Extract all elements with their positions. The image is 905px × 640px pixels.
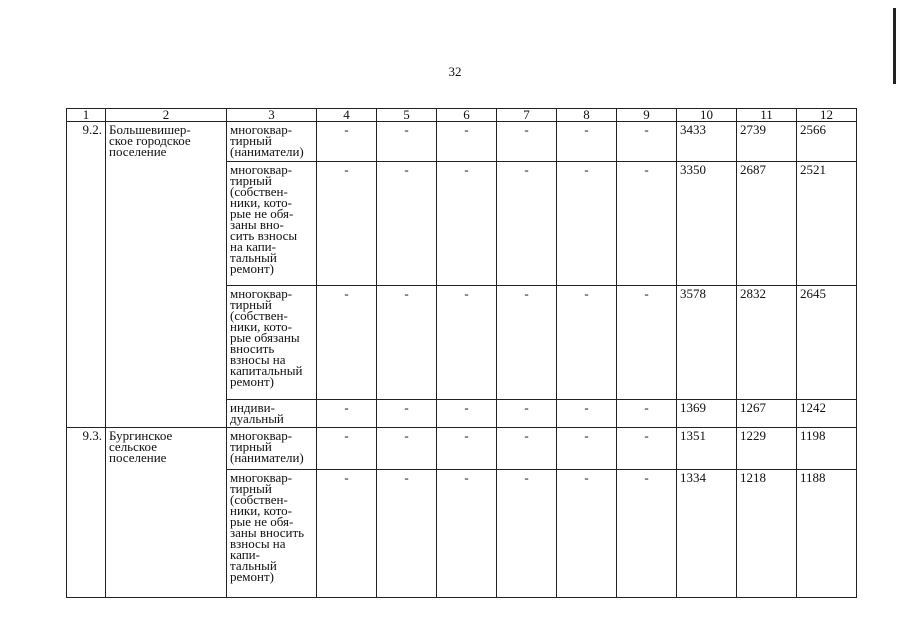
empty-value-cell: - [497,162,557,286]
tariff-table [66,108,857,598]
tariff-value-cell: 2566 [797,122,857,162]
settlement-name: Большевишер- ское городское поселение [106,122,227,428]
table-row [67,122,857,162]
empty-value-cell: - [437,122,497,162]
header-cell: 4 [317,109,377,122]
tariff-value-cell: 1198 [797,428,857,470]
empty-value-cell: - [377,428,437,470]
tariff-value-cell: 3433 [677,122,737,162]
header-row [67,109,857,122]
header-cell: 12 [797,109,857,122]
housing-type: многоквар- тирный (наниматели) [227,428,317,470]
table-body [67,122,857,598]
housing-type: многоквар- тирный (собствен- ники, кото- рые не обя- заны вно- сить взносы на капи- тальный ремонт) [227,162,317,286]
tariff-value-cell: 3578 [677,286,737,400]
header-cell: 8 [557,109,617,122]
tariff-value-cell: 1229 [737,428,797,470]
empty-value-cell: - [317,162,377,286]
empty-value-cell: - [617,162,677,286]
page-number: 32 [448,64,462,79]
empty-value-cell: - [617,122,677,162]
tariff-value-cell: 2832 [737,286,797,400]
empty-value-cell: - [377,470,437,598]
header-cell: 6 [437,109,497,122]
empty-value-cell: - [437,286,497,400]
empty-value-cell: - [377,122,437,162]
empty-value-cell: - [317,470,377,598]
header-cell: 9 [617,109,677,122]
housing-type: многоквар- тирный (собствен- ники, кото- рые обязаны вносить взносы на капитальный ремонт) [227,286,317,400]
tariff-value-cell: 2739 [737,122,797,162]
header-cell: 1 [67,109,106,122]
empty-value-cell: - [317,286,377,400]
tariff-value-cell: 1334 [677,470,737,598]
housing-type: многоквар- тирный (собствен- ники, кото- рые не обя- заны вносить взносы на капи- тальный ремонт) [227,470,317,598]
empty-value-cell: - [317,122,377,162]
header-cell: 11 [737,109,797,122]
empty-value-cell: - [497,470,557,598]
empty-value-cell: - [617,286,677,400]
tariff-value-cell: 2521 [797,162,857,286]
tariff-value-cell: 1351 [677,428,737,470]
tariff-value-cell: 1267 [737,400,797,428]
tariff-value-cell: 3350 [677,162,737,286]
empty-value-cell: - [617,470,677,598]
empty-value-cell: - [497,122,557,162]
empty-value-cell: - [557,400,617,428]
header-cell: 10 [677,109,737,122]
empty-value-cell: - [497,428,557,470]
empty-value-cell: - [377,162,437,286]
empty-value-cell: - [557,470,617,598]
tariff-value-cell: 2645 [797,286,857,400]
header-cell: 3 [227,109,317,122]
empty-value-cell: - [437,162,497,286]
header-cell: 5 [377,109,437,122]
tariff-value-cell: 1242 [797,400,857,428]
housing-type: многоквар- тирный (наниматели) [227,122,317,162]
table-row [67,428,857,470]
empty-value-cell: - [497,400,557,428]
empty-value-cell: - [437,470,497,598]
margin-bar [893,8,896,84]
empty-value-cell: - [557,122,617,162]
empty-value-cell: - [617,428,677,470]
section-number: 9.3. [67,428,106,598]
empty-value-cell: - [557,162,617,286]
header-cell: 2 [106,109,227,122]
tariff-value-cell: 1218 [737,470,797,598]
header-cell: 7 [497,109,557,122]
empty-value-cell: - [317,428,377,470]
empty-value-cell: - [377,286,437,400]
empty-value-cell: - [497,286,557,400]
empty-value-cell: - [617,400,677,428]
empty-value-cell: - [317,400,377,428]
tariff-value-cell: 1369 [677,400,737,428]
tariff-value-cell: 1188 [797,470,857,598]
tariff-value-cell: 2687 [737,162,797,286]
empty-value-cell: - [437,400,497,428]
settlement-name: Бургинское сельское поселение [106,428,227,598]
section-number: 9.2. [67,122,106,428]
empty-value-cell: - [377,400,437,428]
empty-value-cell: - [557,286,617,400]
empty-value-cell: - [557,428,617,470]
housing-type: индиви- дуальный [227,400,317,428]
empty-value-cell: - [437,428,497,470]
